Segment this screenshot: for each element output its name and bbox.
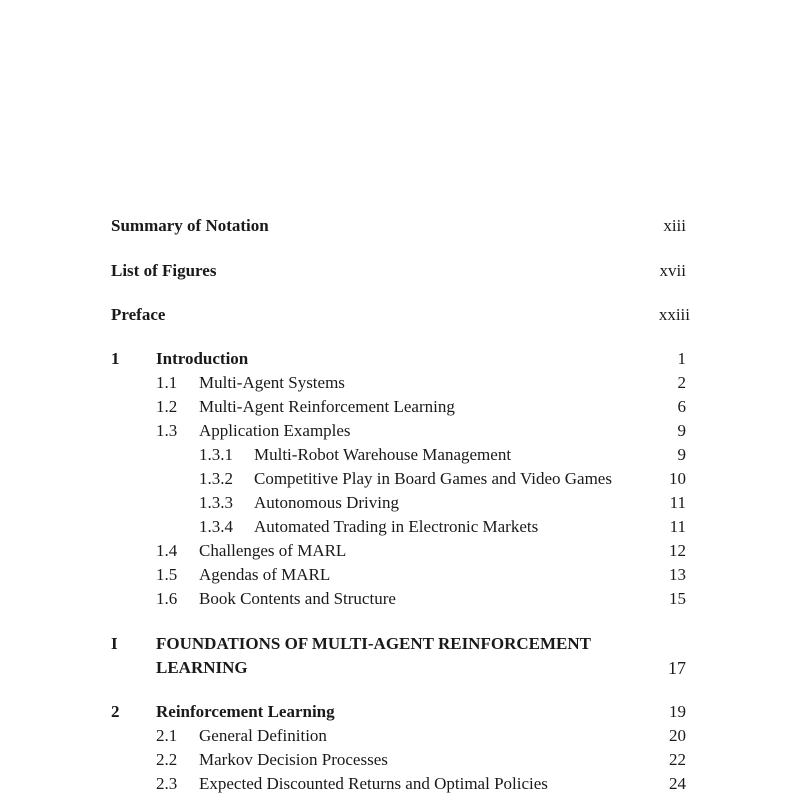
toc-section-1-1[interactable] — [0, 371, 800, 395]
toc-entry-page: 10 — [669, 469, 686, 488]
toc-entry-page: 6 — [677, 397, 686, 416]
toc-subsection-1-3-1[interactable] — [0, 443, 800, 467]
subsection-number: 1.3.4 — [199, 517, 233, 536]
section-title: Challenges of MARL — [199, 541, 347, 560]
section-number: 2.2 — [156, 750, 178, 769]
toc-entry-title: Summary of Notation — [111, 216, 269, 235]
toc-part-1[interactable] — [0, 632, 800, 656]
part-title-line-2: LEARNING — [156, 658, 248, 677]
section-number: 1.5 — [156, 565, 178, 584]
section-number: 2.1 — [156, 726, 178, 745]
chapter-number: 2 — [111, 702, 120, 721]
subsection-title: Competitive Play in Board Games and Video Games — [254, 469, 612, 488]
toc-entry-page: 24 — [669, 774, 686, 793]
toc-section-2-1[interactable] — [0, 724, 800, 748]
toc-subsection-1-3-2[interactable] — [0, 467, 800, 491]
section-title: Markov Decision Processes — [199, 750, 388, 769]
section-title: Application Examples — [199, 421, 351, 440]
toc-entry-page: xiii — [663, 216, 686, 235]
toc-entry-page: 22 — [669, 750, 686, 769]
toc-entry-page: 20 — [669, 726, 686, 745]
toc-section-1-6[interactable] — [0, 587, 800, 611]
subsection-title: Automated Trading in Electronic Markets — [254, 517, 539, 536]
toc-entry-page: 19 — [669, 702, 686, 721]
toc-entry-title: Preface — [111, 305, 166, 324]
section-number: 2.3 — [156, 774, 178, 793]
chapter-title: Introduction — [156, 349, 249, 368]
toc-entry-page: 9 — [677, 421, 686, 440]
section-title: Multi-Agent Systems — [199, 373, 345, 392]
subsection-number: 1.3.2 — [199, 469, 233, 488]
toc-section-1-5[interactable] — [0, 563, 800, 587]
toc-subsection-1-3-3[interactable] — [0, 491, 800, 515]
toc-entry-summary-of-notation[interactable] — [0, 214, 800, 238]
part-number: I — [111, 634, 118, 653]
subsection-number: 1.3.1 — [199, 445, 233, 464]
section-number: 1.2 — [156, 397, 178, 416]
section-number: 1.6 — [156, 589, 178, 608]
toc-entry-page: 15 — [669, 589, 686, 608]
toc-entry-page: 13 — [669, 565, 686, 584]
section-title: Book Contents and Structure — [199, 589, 396, 608]
toc-section-2-3[interactable] — [0, 772, 800, 796]
toc-section-1-4[interactable] — [0, 539, 800, 563]
toc-section-1-2[interactable] — [0, 395, 800, 419]
subsection-title: Multi-Robot Warehouse Management — [254, 445, 512, 464]
toc-entry-list-of-figures[interactable] — [0, 259, 800, 283]
toc-chapter-1[interactable] — [0, 347, 800, 371]
toc-entry-page: 1 — [677, 349, 686, 368]
toc-entry-page: 17 — [668, 658, 686, 678]
section-title: Expected Discounted Returns and Optimal Policies — [199, 774, 548, 793]
toc-entry-page: 9 — [677, 445, 686, 464]
section-title: Agendas of MARL — [199, 565, 331, 584]
chapter-title: Reinforcement Learning — [156, 702, 335, 721]
section-number: 1.3 — [156, 421, 178, 440]
toc-section-1-3[interactable] — [0, 419, 800, 443]
subsection-number: 1.3.3 — [199, 493, 233, 512]
toc-entry-page: xxiii — [658, 305, 690, 324]
section-title: General Definition — [199, 726, 327, 745]
part-title-line-1: FOUNDATIONS OF MULTI-AGENT REINFORCEMENT — [156, 634, 591, 653]
section-title: Multi-Agent Reinforcement Learning — [199, 397, 455, 416]
toc-entry-title: List of Figures — [111, 261, 217, 280]
toc-entry-page: 12 — [669, 541, 686, 560]
toc-entry-page: xvii — [659, 261, 686, 280]
toc-part-1-continued[interactable] — [0, 656, 800, 680]
toc-entry-page: 2 — [677, 373, 686, 392]
toc-chapter-2[interactable] — [0, 700, 800, 724]
section-number: 1.1 — [156, 373, 178, 392]
toc-entry-page: 11 — [669, 517, 686, 536]
chapter-number: 1 — [111, 349, 120, 368]
toc-subsection-1-3-4[interactable] — [0, 515, 800, 539]
toc-entry-preface[interactable] — [0, 303, 800, 327]
toc-entry-page: 11 — [669, 493, 686, 512]
section-number: 1.4 — [156, 541, 178, 560]
toc-section-2-2[interactable] — [0, 748, 800, 772]
subsection-title: Autonomous Driving — [254, 493, 399, 512]
